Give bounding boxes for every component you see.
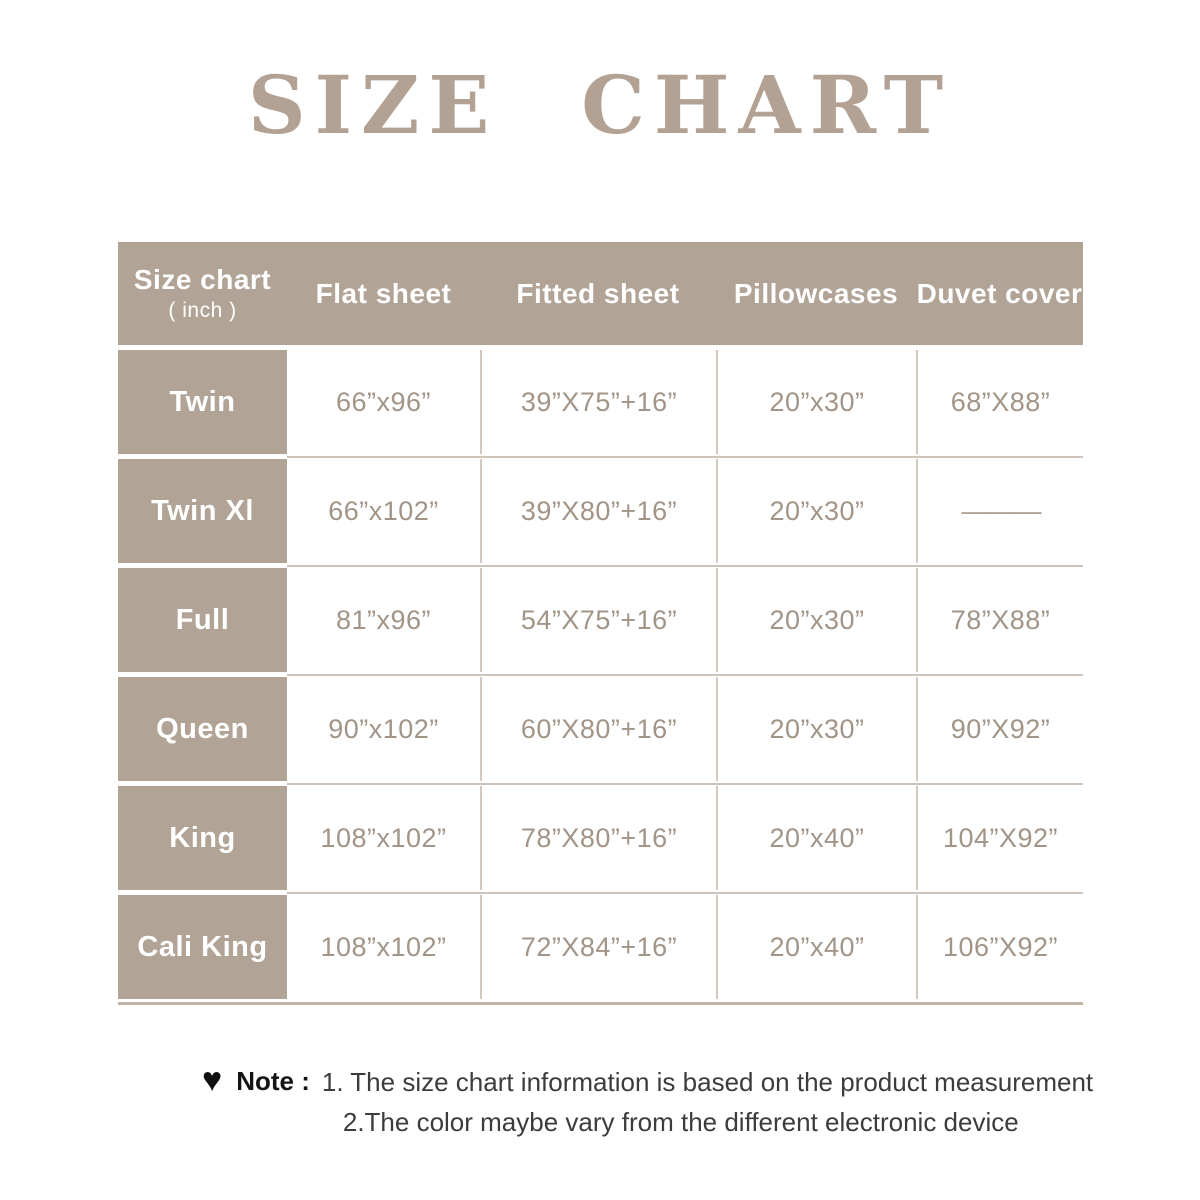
table-row-cali-king <box>118 895 1083 999</box>
heart-icon: ♥ <box>202 1061 223 1099</box>
header-size-label: Size chart <box>133 264 272 295</box>
flat-sheet-cell: 66”x96” <box>287 350 480 454</box>
header-size-chart <box>118 242 287 345</box>
fitted-sheet-cell: 78”X80”+16” <box>480 786 716 890</box>
header-flat-sheet: Flat sheet <box>315 277 452 309</box>
pillowcases-cell: 20”x30” <box>716 459 916 563</box>
duvet-cover-cell: 106”X92” <box>916 895 1083 999</box>
fitted-sheet-cell: 39”X80”+16” <box>480 459 716 563</box>
size-cell: King <box>118 786 287 890</box>
duvet-cover-cell: 104”X92” <box>916 786 1083 890</box>
note-line-2: 2.The color maybe vary from the different electronic device <box>342 1107 1019 1137</box>
fitted-sheet-cell: 54”X75”+16” <box>480 568 716 672</box>
header-fitted-sheet: Fitted sheet <box>516 277 680 309</box>
duvet-cover-cell: 90”X92” <box>916 677 1083 781</box>
fitted-sheet-cell: 72”X84”+16” <box>480 895 716 999</box>
flat-sheet-cell: 66”x102” <box>287 459 480 563</box>
table-row-queen <box>118 677 1083 781</box>
header-pillowcases: Pillowcases <box>733 277 899 309</box>
header-size-unit: ( inch ) <box>168 299 237 322</box>
table-row-twin-xl <box>118 459 1083 563</box>
flat-sheet-cell: 81”x96” <box>287 568 480 672</box>
page-title: SIZE CHART <box>247 58 953 152</box>
table-row-twin <box>118 350 1083 454</box>
fitted-sheet-cell: 60”X80”+16” <box>480 677 716 781</box>
flat-sheet-cell: 108”x102” <box>287 786 480 890</box>
duvet-cover-cell: 68”X88” <box>916 350 1083 454</box>
pillowcases-cell: 20”x40” <box>716 786 916 890</box>
pillowcases-cell: 20”x30” <box>716 677 916 781</box>
table-header-row <box>118 242 1083 345</box>
size-cell: Queen <box>118 677 287 781</box>
duvet-cover-cell-empty-dash: ——— <box>916 459 1083 563</box>
flat-sheet-cell: 90”x102” <box>287 677 480 781</box>
note-line-1: 1. The size chart information is based on the product measurement <box>321 1067 1094 1097</box>
flat-sheet-cell: 108”x102” <box>287 895 480 999</box>
note-label: Note : <box>236 1066 310 1096</box>
pillowcases-cell: 20”x40” <box>716 895 916 999</box>
pillowcases-cell: 20”x30” <box>716 568 916 672</box>
table-row-full <box>118 568 1083 672</box>
size-cell: Twin Xl <box>118 459 287 563</box>
note-section <box>202 1062 1093 1142</box>
fitted-sheet-cell: 39”X75”+16” <box>480 350 716 454</box>
size-cell: Twin <box>118 350 287 454</box>
size-chart-table <box>118 242 1083 1005</box>
table-row-king <box>118 786 1083 890</box>
duvet-cover-cell: 78”X88” <box>916 568 1083 672</box>
size-cell: Cali King <box>118 895 287 999</box>
note-text <box>322 1062 1093 1142</box>
header-duvet-cover: Duvet cover <box>916 277 1083 309</box>
pillowcases-cell: 20”x30” <box>716 350 916 454</box>
size-cell: Full <box>118 568 287 672</box>
